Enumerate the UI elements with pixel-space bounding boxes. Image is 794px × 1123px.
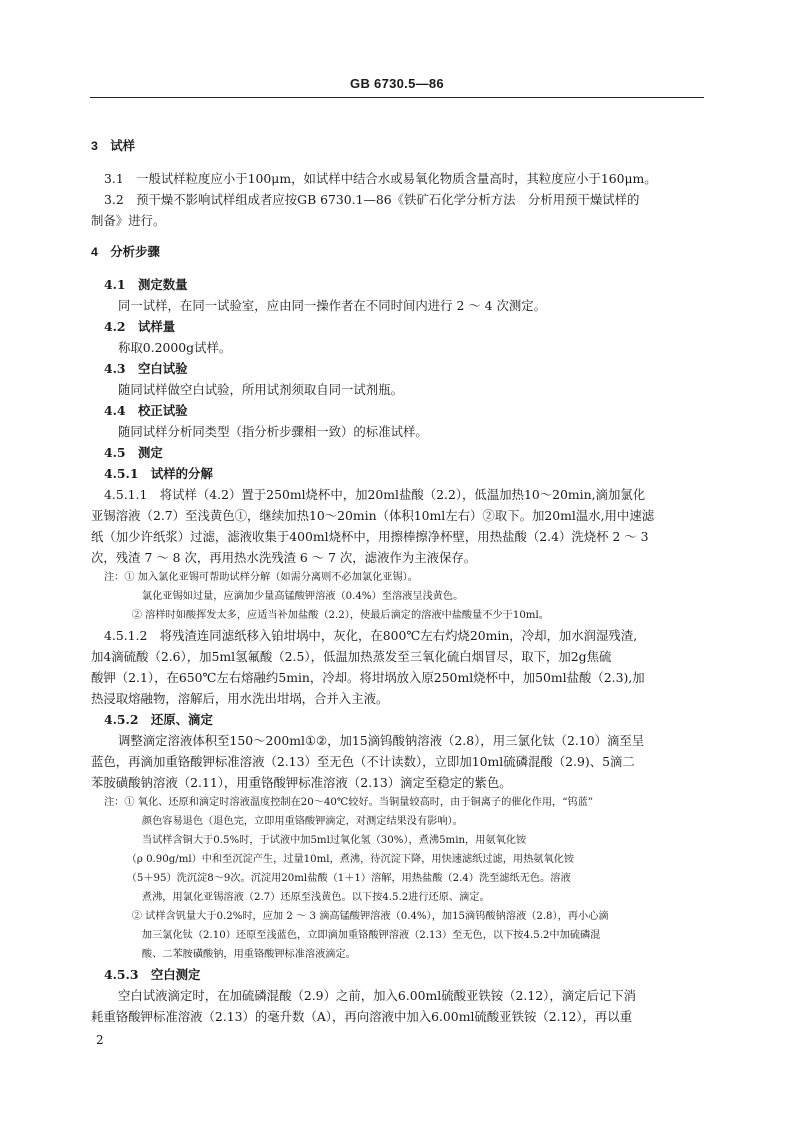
text-line: 随同试样做空白试验，所用试剂须取自同一试剂瓶。 [118, 382, 403, 397]
note-line: （5＋95）洗沉淀8～9次。沉淀用20ml盐酸（1＋1）溶解，用热盐酸（2.4）洗至滤纸无色。溶液 [91, 873, 571, 884]
text-line: 4.5.3 空白测定 [104, 967, 201, 982]
text-line: 随同试样分析同类型（指分析步骤相一致）的标准试样。 [118, 424, 428, 439]
text-line: 4.5.1.1 将试样（4.2）置于250ml烧杯中，加20ml盐酸（2.2），低温加热10～20min,滴加氯化 [104, 487, 646, 502]
text-line: 次，残渣 7 ～ 8 次，再用热水洗残渣 6 ～ 7 次，滤液作为主液保存。 [91, 550, 477, 565]
text-line: 亚锡溶液（2.7）至浅黄色①，继续加热10～20min（体积10ml左右）②取下。加20ml温水,用中速滤 [91, 508, 655, 523]
text-line: 蓝色，再滴加重铬酸钾标准溶液（2.13）至无色（不计读数），立即加10ml硫磷混酸（2.9)、5滴二 [91, 754, 635, 769]
note-line: 加三氯化钛（2.10）还原至浅蓝色，立即滴加重铬酸钾溶液（2.13）至无色，以下按4.5.2中加硫磷混 [91, 930, 601, 941]
text-line: 4.1 测定数量 [104, 277, 188, 292]
text-line: 酸钾（2.1），在650℃左右熔融约5min，冷却。将坩埚放入原250ml烧杯中，加50ml盐酸（2.3),加 [91, 670, 645, 685]
text-line: 加4滴硫酸（2.6），加5ml氢氟酸（2.5），低温加热蒸发至三氧化硫白烟冒尽，取下，加2g焦硫 [91, 649, 612, 664]
header-rule [90, 97, 704, 98]
text-line: 热浸取熔融物，溶解后，用水洗出坩埚，合并入主液。 [91, 691, 389, 706]
note-line: （ρ 0.90g/ml）中和至沉淀产生，过量10ml，煮沸，待沉淀下降，用快速滤纸过滤，用热氨氧化铵 [91, 854, 575, 865]
text-line: 空白试液滴定时，在加硫磷混酸（2.9）之前，加入6.00ml硫酸亚铁铵（2.12），滴定后记下消 [118, 988, 637, 1003]
text-line: 4.5.2 还原、滴定 [104, 712, 213, 727]
text-line: 3.1 一般试样粒度应小于100μm，如试样中结合水或易氧化物质含量高时，其粒度应小于160μm。 [104, 171, 657, 186]
text-line: 耗重铬酸钾标准溶液（2.13）的毫升数（A），再向溶液中加入6.00ml硫酸亚铁铵（2.12），再以重 [91, 1009, 633, 1024]
text-line: 3.2 预干燥不影响试样组成者应按GB 6730.1—86《铁矿石化学分析方法 分析用预干燥试样的 [104, 192, 640, 207]
note-line: 当试样含铜大于0.5%时，于试液中加5ml过氧化氢（30%），煮沸5min，用氨氧化铵 [91, 835, 527, 846]
note-line: 注：① 氧化、还原和滴定时溶液温度控制在20～40℃较好。当铜量较高时，由于铜离子的催化作用，“钨蓝” [104, 797, 594, 808]
text-line: 4.5 测定 [104, 445, 163, 460]
text-line: 称取0.2000g试样。 [118, 340, 232, 355]
text-line: 4.4 校正试验 [104, 403, 188, 418]
text-line: 同一试样，在同一试验室，应由同一操作者在不同时间内进行 2 ～ 4 次测定。 [118, 298, 547, 313]
note-line: 氯化亚锡如过量，应滴加少量高锰酸钾溶液（0.4%）至溶液呈浅黄色。 [91, 591, 464, 602]
text-line: 制备》进行。 [91, 213, 166, 228]
note-line: ② 溶样时如酸挥发太多，应适当补加盐酸（2.2），使最后滴定的溶液中盐酸量不少于10ml。 [91, 610, 549, 621]
text-line: 苯胺磺酸钠溶液（2.11），用重铬酸钾标准溶液（2.13）滴定至稳定的紫色。 [91, 775, 512, 790]
text-line: 纸（加少许纸浆）过滤，滤液收集于400ml烧杯中，用擦棒擦净杯壁，用热盐酸（2.4）洗烧杯 2 ～ 3 [91, 529, 649, 544]
document-body [91, 136, 703, 1027]
spacer [91, 157, 703, 168]
text-line: 调整滴定溶液体积至150～200ml①②，加15滴钨酸钠溶液（2.8），用三氯化钛（2.10）滴至呈 [118, 733, 645, 748]
page-number: 2 [96, 1033, 104, 1047]
text-line: 4 分析步骤 [91, 245, 160, 259]
note-line: 酸、二苯胺磺酸钠，用重铬酸钾标准溶液滴定。 [91, 949, 356, 960]
standard-code-header: GB 6730.5—86 [350, 76, 444, 91]
text-line: 3 试样 [91, 139, 136, 153]
note-line: ② 试样含钒量大于0.2%时，应加 2 ～ 3 滴高锰酸钾溶液（0.4%），加15滴钨酸钠溶液（2.8），再小心滴 [91, 911, 609, 922]
text-line: 4.5.1 试样的分解 [104, 466, 213, 481]
note-line: 颜色容易退色（退色完，立即用重铬酸钾滴定，对测定结果没有影响）。 [91, 816, 463, 827]
note-line: 注：① 加入氯化亚锡可帮助试样分解（如需分离则不必加氯化亚锡）。 [104, 572, 418, 583]
text-line: 4.2 试样量 [104, 319, 176, 334]
spacer [91, 231, 703, 242]
note-line: 煮沸，用氯化亚锡溶液（2.7）还原至浅黄色。以下按4.5.2进行还原、滴定。 [91, 892, 490, 903]
spacer [91, 263, 703, 274]
text-line: 4.5.1.2 将残渣连同滤纸移入铂坩埚中，灰化，在800℃左右灼烧20min，冷却，加水润湿残渣, [104, 628, 638, 643]
text-line: 4.3 空白试验 [104, 361, 188, 376]
